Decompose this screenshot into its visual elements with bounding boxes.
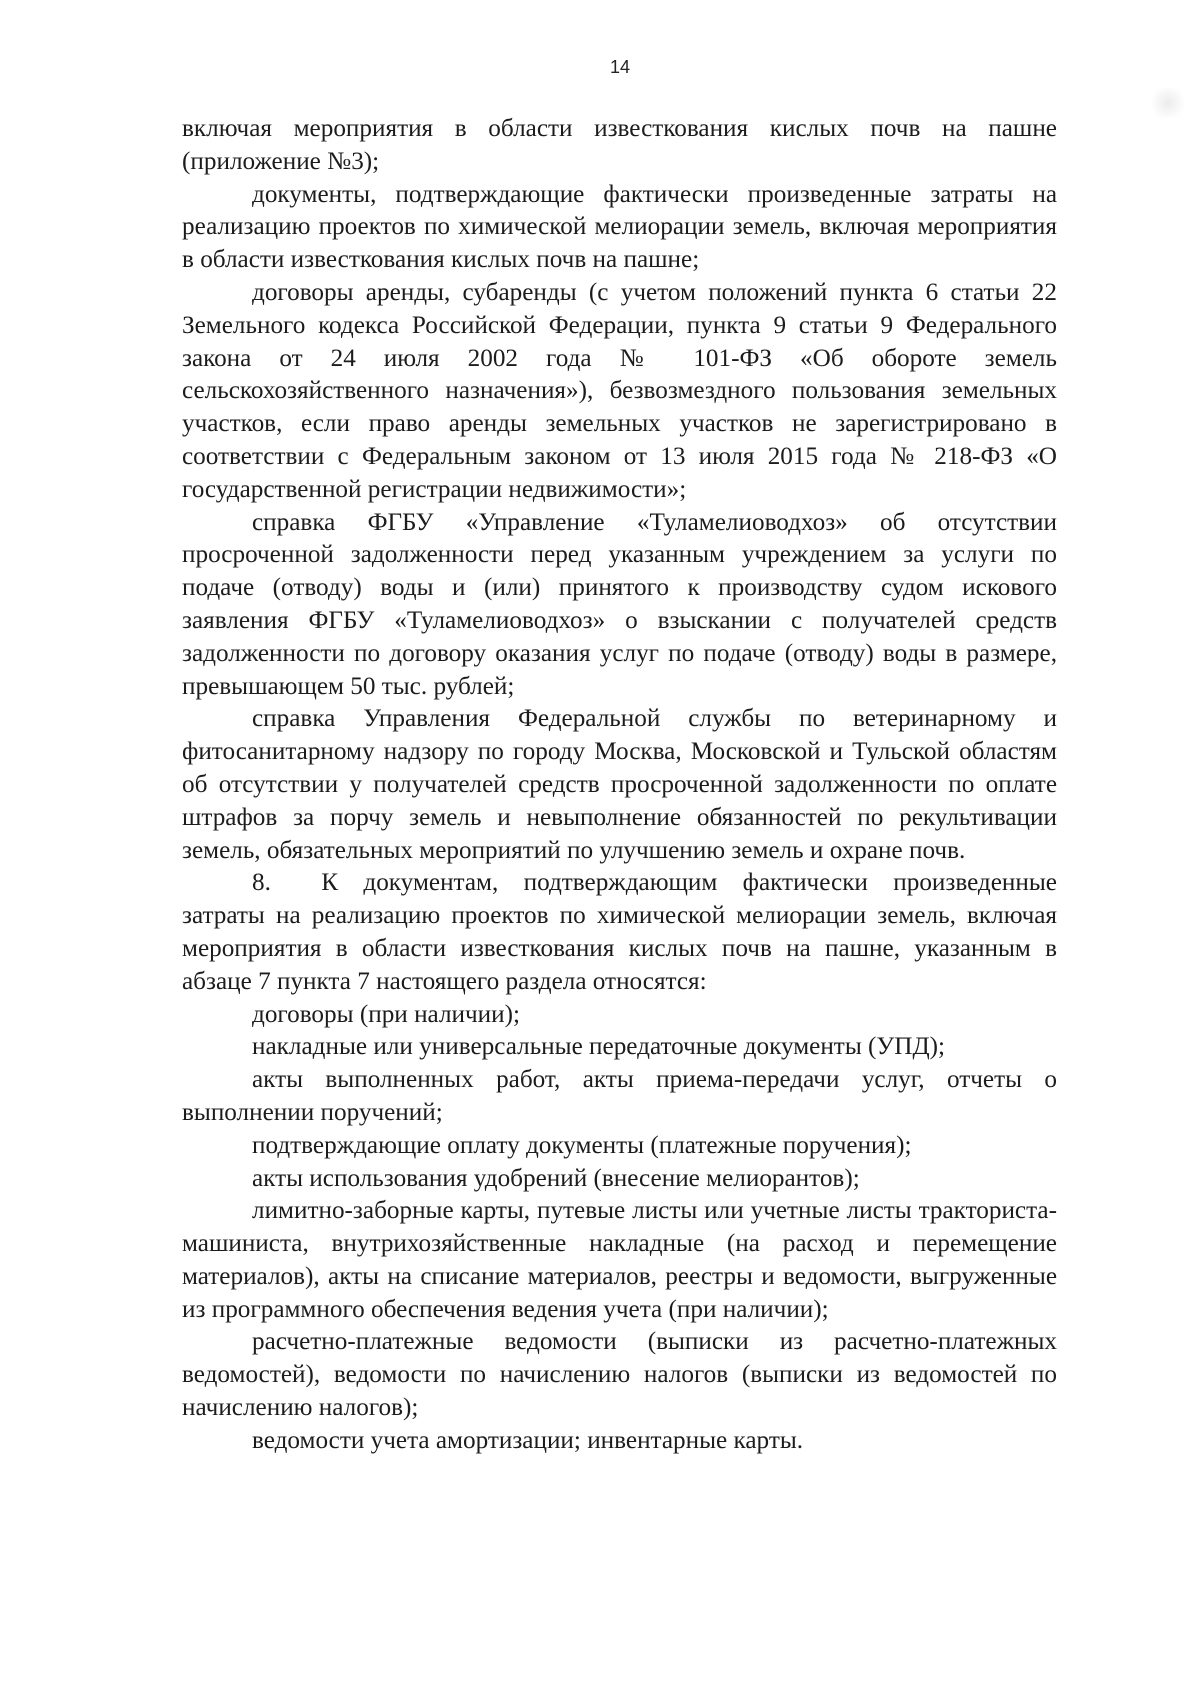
list-item: накладные или универсальные передаточные документы (УПД);	[252, 1033, 946, 1061]
paragraph: договоры аренды, субаренды (с учетом положений пункта 6 статьи 22 Земельного кодекса Российской Федерации, пункта 9 статьи 9 Федерального закона от 24 июля 2002 года № 101-ФЗ «Об обороте земель сельскохозяйственного назначения»), безвозмездного пользования земельных участков, если право аренды земельных участков не зарегистрировано в соответствии с Федеральным законом от 13 июля 2015 года № 218-ФЗ «О государственной регистрации недвижимости»;	[182, 278, 1057, 503]
document-body	[182, 113, 1057, 1458]
list-item: акты выполненных работ, акты приема-передачи услуг, отчеты о выполнении поручений;	[182, 1066, 1057, 1126]
list-item: акты использования удобрений (внесение мелиорантов);	[252, 1164, 860, 1192]
list-item: договоры (при наличии);	[252, 1000, 521, 1028]
paragraph: справка Управления Федеральной службы по ветеринарному и фитосанитарному надзору по городу Москва, Московской и Тульской областям об отсутствии у получателей средств просроченной задолженности по оплате штрафов за порчу земель и невыполнение обязанностей по рекультивации земель, обязательных мероприятий по улучшению земель и охране почв.	[182, 705, 1057, 864]
list-item: подтверждающие оплату документы (платежные поручения);	[252, 1131, 912, 1159]
page-number: 14	[609, 57, 631, 77]
list-item: расчетно-платежные ведомости (выписки из расчетно-платежных ведомостей), ведомости по начислению налогов (выписки из ведомостей по начислению налогов);	[182, 1328, 1057, 1422]
numbered-paragraph-8: 8. К документам, подтверждающим фактически произведенные затраты на реализацию проектов по химической мелиорации земель, включая мероприятия в области известкования кислых почв на пашне, указанным в абзаце 7 пункта 7 настоящего раздела относятся:	[182, 869, 1057, 995]
paragraph: справка ФГБУ «Управление «Туламелиоводхоз» об отсутствии просроченной задолженности перед указанным учреждением за услуги по подаче (отводу) воды и (или) принятого к производству судом искового заявления ФГБУ «Туламелиоводхоз» о взыскании с получателей средств задолженности по договору оказания услуг по подаче (отводу) воды в размере, превышающем 50 тыс. рублей;	[182, 508, 1057, 700]
list-item: лимитно-заборные карты, путевые листы или учетные листы тракториста-машиниста, внутрихозяйственные накладные (на расход и перемещение материалов), акты на списание материалов, реестры и ведомости, выгруженные из программного обеспечения ведения учета (при наличии);	[182, 1197, 1057, 1323]
scan-artifact	[1148, 88, 1188, 118]
list-item: ведомости учета амортизации; инвентарные карты.	[252, 1426, 804, 1454]
paragraph: документы, подтверждающие фактически произведенные затраты на реализацию проектов по химической мелиорации земель, включая мероприятия в области известкования кислых почв на пашне;	[182, 180, 1057, 274]
paragraph: включая мероприятия в области известкования кислых почв на пашне (приложение №3);	[182, 115, 1057, 175]
